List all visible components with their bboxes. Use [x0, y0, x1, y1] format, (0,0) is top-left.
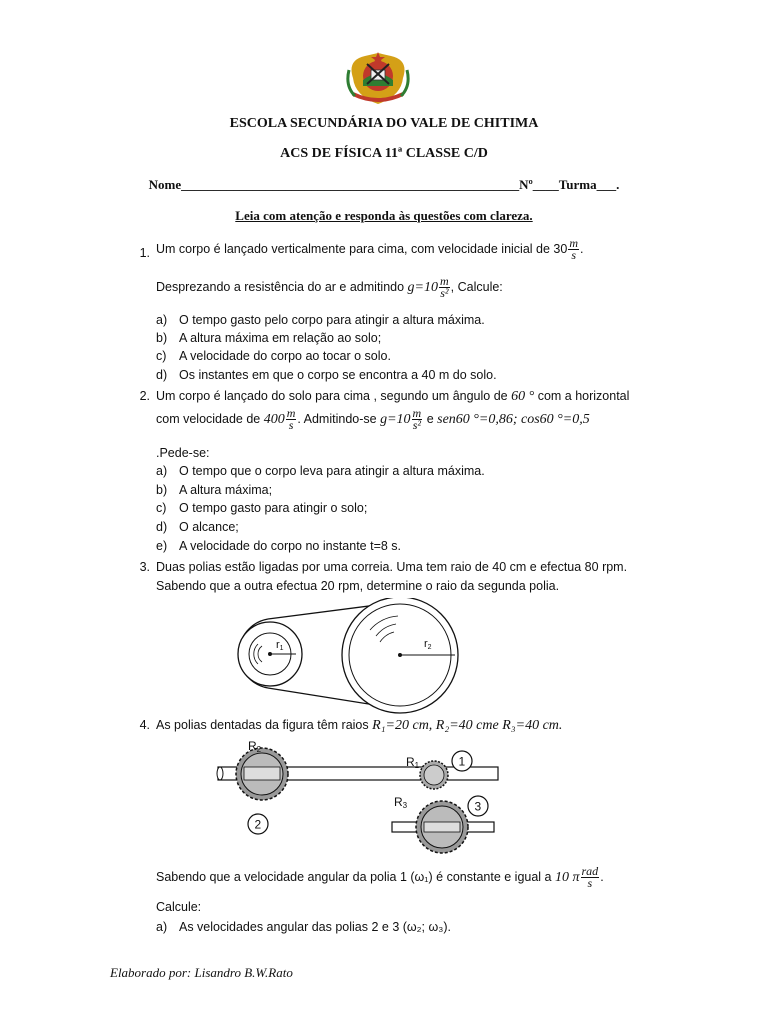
q2-number: 2. [139, 389, 150, 403]
q4-number: 4. [139, 718, 150, 732]
q2-item-b: A altura máxima; [179, 483, 273, 497]
q4-item-a-label: a) [156, 920, 168, 934]
q1-item-c-label: c) [156, 349, 167, 363]
q1-line2: Desprezando a resistência do ar e admitindo g=10 $\frac{m}{\text{s²}}$ , Calcule: [156, 274, 503, 300]
label-R2: R2 [248, 739, 262, 754]
q3-line2: Sabendo que a outra efectua 20 rpm, determine o raio da segunda polia. [156, 579, 560, 593]
q1-item-b: A altura máxima em relação ao solo; [179, 331, 382, 345]
emblem-icon [345, 50, 411, 106]
q4-line1: As polias dentadas da figura têm raios R₁=20 cm, R₂=40 cme R₃=40 cm. [156, 718, 563, 733]
q2-item-d: O alcance; [179, 520, 239, 534]
school-name: ESCOLA SECUNDÁRIA DO VALE DE CHITIMA [229, 116, 539, 131]
r1-label: r1 [276, 639, 284, 652]
callout-1-text: 1 [458, 754, 466, 769]
q2-item-d-label: d) [156, 520, 168, 534]
q1-item-b-label: b) [156, 331, 168, 345]
gear-2 [236, 748, 288, 800]
q1-item-d-label: d) [156, 368, 168, 382]
q4-item-a: As velocidades angular das polias 2 e 3 (ω₂; ω₃). [179, 920, 451, 934]
q2-item-c: O tempo gasto para atingir o solo; [179, 501, 368, 515]
test-title: ACS DE FÍSICA 11ª CLASSE C/D [280, 146, 488, 161]
gear-1 [420, 761, 448, 789]
q1-line1: Um corpo é lançado verticalmente para cima, com velocidade inicial de 30 $\frac{m}{s}$ . [156, 236, 584, 262]
callout-3-text: 3 [474, 799, 482, 814]
gear-3 [416, 801, 468, 853]
belt-pulley-figure [230, 598, 470, 714]
q2-item-a-label: a) [156, 464, 168, 478]
q2-line2: com velocidade de 400 $\frac{m}{s}$ . Admitindo-se g=10 $\frac{m}{\text{s²}}$ e sen60 °=0,86; cos60 °=0,5 [156, 406, 590, 432]
label-R3: R3 [394, 795, 408, 810]
q3-line1: Duas polias estão ligadas por uma correia. Uma tem raio de 40 cm e efectua 80 rpm. [156, 560, 628, 574]
label-R1: R1 [406, 755, 420, 770]
name-line: Nome____________________________________________________Nº____Turma___. [148, 177, 620, 192]
q1-item-a: O tempo gasto pelo corpo para atingir a altura máxima. [179, 313, 485, 327]
q1-item-d: Os instantes em que o corpo se encontra a 40 m do solo. [179, 368, 497, 382]
q2-item-b-label: b) [156, 483, 168, 497]
q2-line1: Um corpo é lançado do solo para cima , segundo um ângulo de 60 ° com a horizontal [156, 389, 630, 404]
q2-item-e-label: e) [156, 539, 168, 553]
author-footer: Elaborado por: Lisandro B.W.Rato [110, 965, 293, 980]
q1-number: 1. [139, 246, 150, 260]
q1-item-a-label: a) [156, 313, 168, 327]
q2-item-a: O tempo que o corpo leva para atingir a altura máxima. [179, 464, 485, 478]
r2-label: r2 [424, 638, 432, 651]
q3-number: 3. [139, 560, 150, 574]
callout-2-text: 2 [254, 817, 262, 832]
q4-calcule: Calcule: [156, 900, 202, 914]
instruction: Leia com atenção e responda às questões com clareza. [235, 208, 533, 223]
q2-pede-se: .Pede-se: [156, 446, 210, 460]
q2-item-e: A velocidade do corpo no instante t=8 s. [179, 539, 402, 553]
q4-line2: Sabendo que a velocidade angular da polia 1 (ω₁) é constante e igual a 10 π $\frac{\text{rad}}{s}$ . [156, 864, 604, 890]
q1-item-c: A velocidade do corpo ao tocar o solo. [179, 349, 391, 363]
gear-figure [214, 738, 504, 854]
q2-item-c-label: c) [156, 501, 167, 515]
